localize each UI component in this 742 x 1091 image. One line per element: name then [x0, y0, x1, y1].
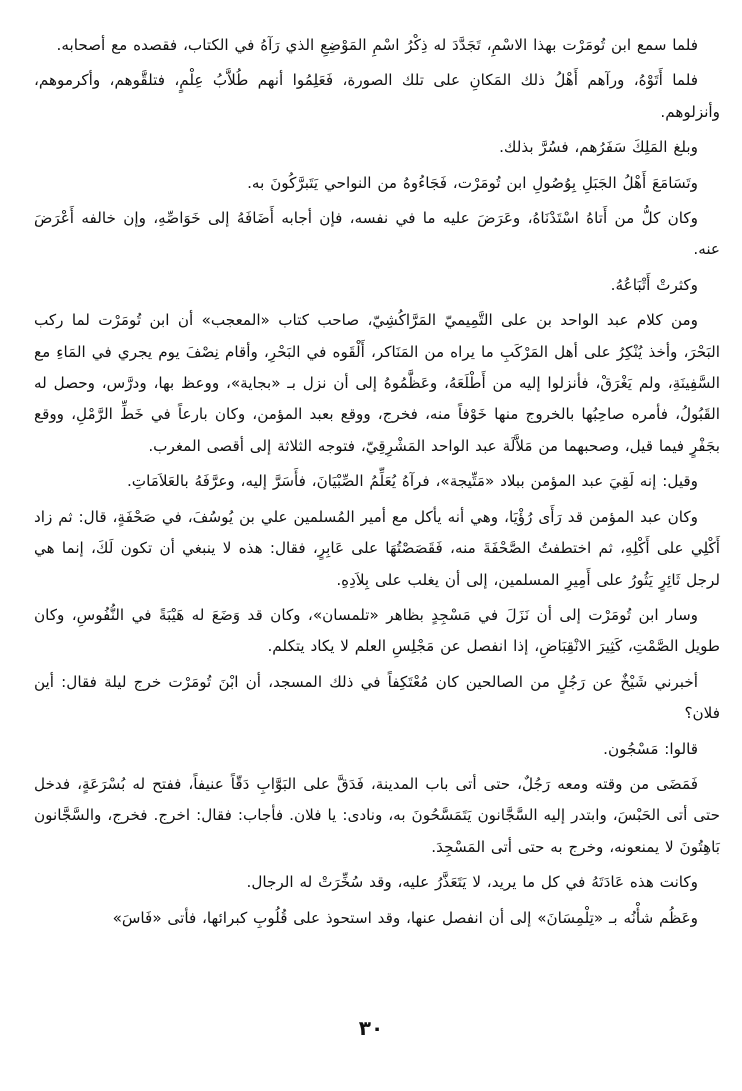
paragraph-12: قالوا: مَسْجُون.: [603, 739, 698, 758]
paragraph-1: فلما سمع ابن تُومَرْت بهذا الاسْمِ، تَجَدَّدَ له ذِكْرُ اسْمِ المَوْضِعِ الذي رَآهُ في الكتاب، فقصده مع أصحابه.: [56, 36, 698, 54]
paragraph-7: ومن كلام عبد الواحد بن على التَّمِيميّ المَرَّاكُشِيّ، صاحب كتاب «المعجب» أن ابن تُومَرْت لما ركب البَحْرَ، وأخذ يُنْكِرُ على أهل المَرْكَبِ ما يراه من المَنَاكر، أَلْقَوه في البَحْرِ، وأقام نِصْفَ يوم يجري في المَاءِ مع السَّفِينَةِ، ولم يَغْرَقْ، فأنزلوا إليه من أَطْلَعَهُ، وعَظَّمُوهُ إلى أن نزل بـ «بجاية»، ووعظ بها، ودرَّس، وحصل له القَبُولُ، فأمره صاحِبُها بالخروج منها خَوْفاً منه، فخرج، ووقع بعبد المؤمن، وكان بارعاً في خَطِّ الرَّمْلِ، ووقع بجَفْرٍ فيما قيل، وصحبهما من مَلاَّلَة عبد الواحد المَشْرِقِيّ، فتوجه الثلاثة إلى أقصى المغرب.: [34, 311, 720, 455]
paragraph-4: وتَسَامَعَ أَهْلُ الجَبَلِ بِوُصُولِ ابن تُومَرْت، فَجَاءُوهُ من النواحي يَتَبرَّكُونَ به.: [247, 173, 698, 192]
paragraph-6: وكثرتْ أَتْبَاعُهُ.: [610, 275, 698, 294]
paragraph-2: فلما أَتَوْهُ، ورآهم أَهْلُ ذلك المَكانِ على تلك الصورة، فَعَلِمُوا أنهم طُلاَّبُ عِلْمٍ، فتلقَّوهم، وأكرموهم، وأنزلوهم.: [34, 71, 720, 121]
page-number: ٣٠: [358, 1016, 384, 1040]
paragraph-10: وسار ابن تُومَرْت إلى أن نَزَلَ في مَسْجِدٍ بظاهر «تلمسان»، وكان قد وَضَعَ له هَيْبَةً في النُّفُوسِ، وكان طويل الصَّمْتِ، كَثِيرَ الانْقِبَاضِ، إذا انفصل عن مَجْلِسِ العلم لا يكاد يتكلم.: [34, 605, 720, 656]
paragraph-5: وكان كلُّ من أَتاهُ اسْتَدْنَاهُ، وعَرَضَ عليه ما في نفسه، فإن أجابه أَضَافَهُ إلى خَوَاصِّهِ، وإن خالفه أَعْرَضَ عنه.: [34, 209, 720, 259]
paragraph-11: أخبرني شَيْخٌ عن رَجُلٍ من الصالحين كان مُعْتَكِفاً في ذلك المسجد، أن ابْنَ تُومَرْت خرج ليلة فقال: أين فلان؟: [34, 672, 720, 723]
paragraph-13: فَمَضَى من وقته ومعه رَجُلٌ، حتى أتى باب المدينة، فَدَقَّ على البَوَّابِ دَقّاً عنيفاً، ففتح له بُسْرَعَةٍ، فدخل حتى أتى الحَبْسَ، وابتدر إليه السَّجَّانون يَتَمَسَّحُونَ به، ونادى: يا فلان. فأجاب: فقال: اخرج. فخرج، والسَّجَّانون بَاهِتُونَ لا يمنعونه، وخرج به حتى أتى المَسْجِدَ.: [34, 774, 720, 856]
paragraph-15: وعَظُم شأْنُه بـ «تِلْمِسَانَ» إلى أن انفصل عنها، وقد استحوذ على قُلُوبِ كبرائها، فأتى «فَاسَ»: [112, 908, 698, 927]
paragraph-3: وبلغ المَلِكَ سَفَرُهم، فسُرَّ بذلك.: [499, 138, 698, 157]
paragraph-9: وكان عبد المؤمن قد رَأَى رُؤْيَا، وهي أنه يأكل مع أمير المُسلمين علي بن يُوسُفَ، في صَحْفَةٍ، قال: ثم زاد أَكْلِي على أَكْلِهِ، ثم اختطفتُ الصَّحْفَةَ منه، فَقَصَصْتُهَا على عَابِرٍ، فقال: هذه لا ينبغي أن تكون لَكَ، إنما هي لرجل ثَائِرٍ يَثُورُ على أَمِيرِ المسلمين، إلى أن يغلب على بِلاَدِهِ.: [34, 507, 720, 589]
paragraph-8: وقيل: إنه لَقِيَ عبد المؤمن ببلاد «مَتِّيجة»، فرآهُ يُعَلِّمُ الصِّبْيَانَ، فأَسَرَّ إليه، وعرَّفَهُ بالعَلاَمَاتِ.: [126, 472, 698, 491]
document-page: [34, 30, 720, 1030]
paragraph-14: وكانت هذه عَادَتَهُ في كل ما يريد، لا يَتَعَذَّرُ عليه، وقد سُخِّرَتْ له الرجال.: [246, 873, 698, 892]
